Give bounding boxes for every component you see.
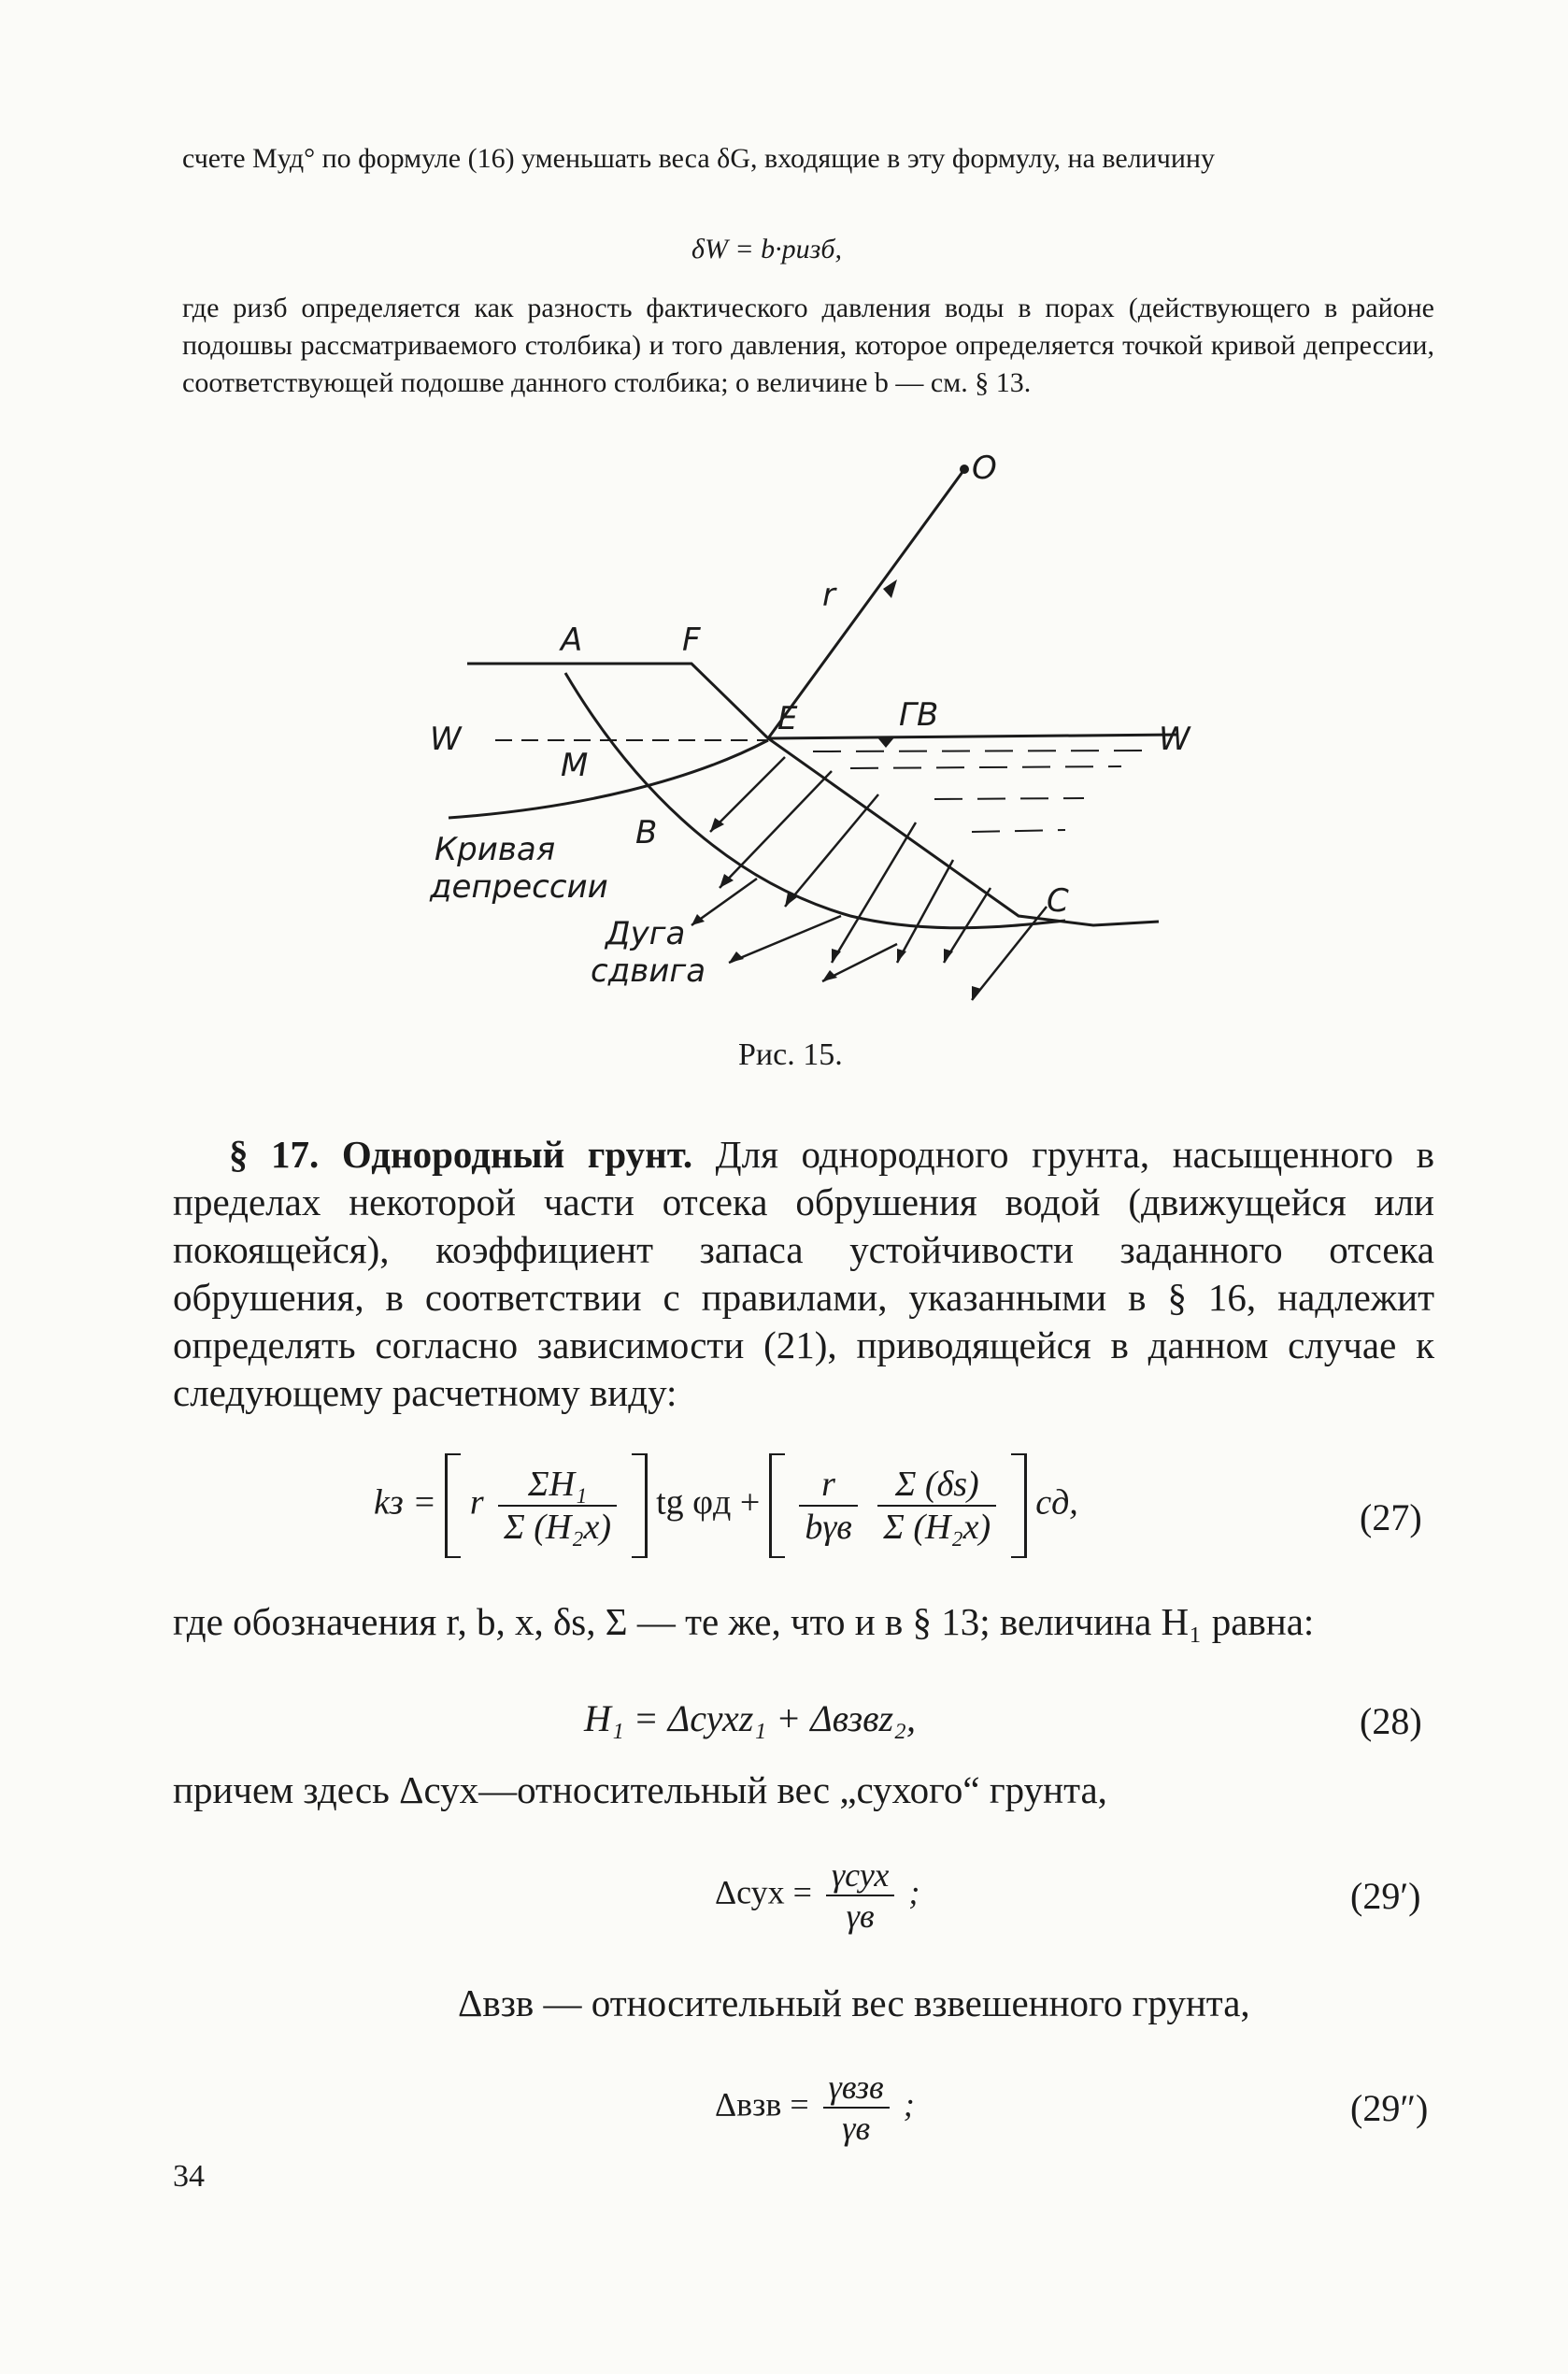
depression-curve-line bbox=[449, 740, 768, 818]
seepage-arrows bbox=[691, 757, 1047, 1000]
label-b: B bbox=[635, 814, 658, 851]
where-notation-paragraph: где обозначения r, b, x, δs, Σ — те же, что и в § 13; величина H₁ равна: bbox=[173, 1600, 1315, 1643]
figure-15 bbox=[411, 439, 1252, 1028]
left-bracket bbox=[445, 1453, 461, 1558]
label-c: C bbox=[1047, 882, 1069, 920]
eq28-number: (28) bbox=[1360, 1700, 1422, 1742]
eq27-tail: cд, bbox=[1035, 1482, 1078, 1523]
eq29a-tail: ; bbox=[908, 1873, 920, 1911]
eq27-den1: Σ (H₂x) bbox=[504, 1508, 612, 1547]
label-o: O bbox=[972, 450, 997, 487]
eq27-lhs: kз = bbox=[374, 1482, 436, 1523]
right-bracket bbox=[632, 1453, 648, 1558]
eq29a-fraction bbox=[826, 1855, 894, 1936]
eq29b-den: γв bbox=[842, 2109, 871, 2147]
label-gv: ГВ bbox=[899, 696, 939, 734]
label-a: A bbox=[561, 622, 583, 659]
page-number: 34 bbox=[173, 2159, 205, 2194]
eq29a-number: (29′) bbox=[1350, 1875, 1421, 1917]
eq27-tg: tg φд + bbox=[656, 1482, 761, 1523]
equation-27 bbox=[374, 1453, 1078, 1558]
r-arrow-head bbox=[883, 579, 897, 598]
figure-caption: Рис. 15. bbox=[738, 1037, 843, 1072]
label-w-left: W bbox=[430, 721, 462, 758]
eq29b-lhs: Δвзв = bbox=[715, 2085, 809, 2124]
label-e: E bbox=[777, 700, 798, 737]
eq29a-den: γв bbox=[846, 1897, 875, 1935]
equation-29b bbox=[715, 2067, 915, 2148]
eq27-r: r bbox=[469, 1482, 484, 1523]
section-heading: § 17. Однородный грунт. bbox=[229, 1133, 693, 1176]
gv-water-marker bbox=[877, 737, 895, 748]
eq27-number: (27) bbox=[1360, 1496, 1422, 1538]
eq27-fraction-2 bbox=[877, 1464, 996, 1548]
right-bracket-2 bbox=[1011, 1453, 1027, 1558]
label-m: M bbox=[561, 747, 589, 784]
prichem-line: причем здесь Δсух—относительный вес „сухого“ грунта, bbox=[173, 1768, 1107, 1811]
section-text: Для однородного грунта, насыщенного в пределах некоторой части отсека обрушения водой (движущейся или покоящейся), коэффициент запаса устойчивости заданного отсека обрушения, в соответствии с правилами, указанными в § 16, надлежит определять согласно зависимости (21), приводящейся в данном случае к следующему расчетному виду: bbox=[173, 1133, 1434, 1414]
eq29a-num: γсух bbox=[826, 1855, 894, 1896]
label-curve-2: депрессии bbox=[430, 868, 608, 906]
label-f: F bbox=[682, 622, 701, 659]
label-r: r bbox=[822, 577, 835, 614]
dw-formula: δW = b·pизб, bbox=[691, 234, 842, 265]
label-arc-1: Дуга bbox=[606, 915, 686, 952]
eq29b-tail: ; bbox=[903, 2085, 915, 2124]
left-bracket-2 bbox=[769, 1453, 785, 1558]
intro-text-line: счете Mуд° по формуле (16) уменьшать веса δG, входящие в эту формулу, на величину bbox=[182, 143, 1215, 174]
eq29b-number: (29″) bbox=[1350, 2087, 1429, 2129]
section-17-paragraph bbox=[173, 1131, 1434, 1417]
eq27-fraction-1 bbox=[498, 1464, 617, 1548]
eq27-num1: ΣH₁ bbox=[498, 1464, 617, 1507]
eq29b-num: γвзв bbox=[823, 2067, 890, 2109]
eq29b-fraction bbox=[823, 2067, 890, 2148]
eq27-den2: Σ (H₂x) bbox=[883, 1508, 991, 1547]
label-arc-2: сдвига bbox=[591, 952, 706, 990]
eq27-den2-b: bγв bbox=[805, 1508, 852, 1547]
where-paragraph: где pизб определяется как разность фактического давления воды в порах (действующего в районе подошвы рассматриваемого столбика) и того давления, которое определяется точкой кривой депрессии, соответствующей подошве данного столбика; о величине b — см. § 13. bbox=[182, 293, 1434, 398]
eq27-num2-r: r bbox=[799, 1464, 857, 1507]
label-curve-1: Кривая bbox=[435, 831, 556, 868]
vzv-line: Δвзв — относительный вес взвешенного грунта, bbox=[458, 1981, 1250, 2024]
eq27-fraction-r bbox=[799, 1464, 857, 1548]
equation-29a bbox=[715, 1855, 919, 1936]
equation-28: H₁ = Δсухz₁ + Δвзвz₂, bbox=[584, 1697, 916, 1739]
label-w-right: W bbox=[1159, 721, 1190, 758]
eq27-num2: Σ (δs) bbox=[877, 1464, 996, 1507]
point-o-marker bbox=[960, 465, 969, 474]
eq29a-lhs: Δсух = bbox=[715, 1873, 812, 1911]
water-level-line bbox=[768, 735, 1177, 738]
